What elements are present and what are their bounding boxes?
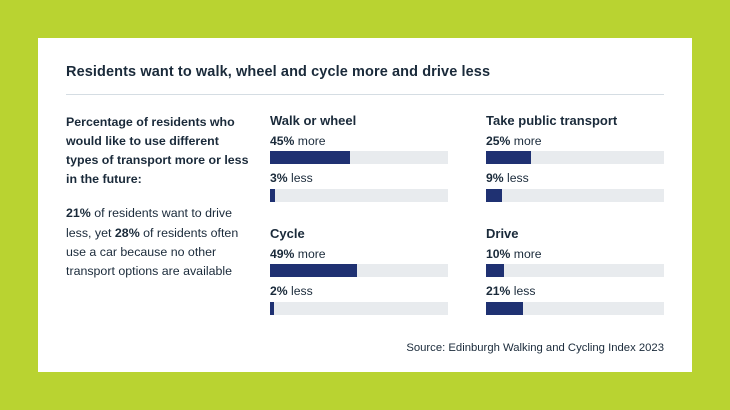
bar-fill	[486, 302, 523, 315]
note-text-part-4: of residents often use a car because no other transport options are available	[66, 225, 239, 279]
bar-fill	[486, 189, 502, 202]
bar-block	[486, 135, 664, 164]
bar-fill	[270, 264, 357, 277]
bar-direction: less	[510, 284, 536, 299]
source-note: Source: Edinburgh Walking and Cycling Index 2023	[406, 342, 664, 354]
note-text-part-2: of residents want to drive less, yet	[66, 206, 232, 240]
bar-block	[486, 285, 664, 314]
bar-value: 2%	[270, 284, 288, 299]
chart-group-take-public-transport	[486, 113, 664, 210]
bar-block	[486, 172, 664, 201]
explainer-column	[66, 113, 270, 281]
group-title: Walk or wheel	[270, 113, 357, 128]
bar-block	[270, 285, 448, 314]
group-title: Take public transport	[486, 113, 618, 128]
bar-label	[486, 285, 664, 298]
note-stat-car-use: 28%	[114, 225, 140, 240]
bar-label	[270, 285, 448, 298]
bar-label	[486, 135, 664, 148]
bar-block	[486, 248, 664, 277]
bar-value: 25%	[486, 134, 511, 148]
group-title: Drive	[486, 225, 519, 241]
bar-label	[270, 172, 448, 185]
note-stat-drive-less: 21%	[66, 206, 91, 221]
bar-direction: more	[294, 134, 326, 148]
bar-track	[486, 302, 664, 315]
bar-label	[486, 248, 664, 261]
title-divider	[66, 94, 664, 95]
bar-direction: more	[510, 246, 542, 261]
bar-label	[270, 248, 448, 261]
bar-block	[270, 248, 448, 277]
card-content	[66, 113, 664, 323]
chart-group-walk-or-wheel	[270, 113, 448, 210]
bar-direction: less	[287, 284, 313, 299]
bar-direction: more	[510, 134, 542, 148]
bar-value: 9%	[486, 171, 504, 186]
bar-track	[270, 264, 448, 277]
bar-track	[486, 264, 664, 277]
page-title: Residents want to walk, wheel and cycle more and drive less	[66, 64, 491, 80]
bar-direction: more	[294, 246, 326, 261]
bar-value: 10%	[486, 246, 511, 261]
bar-fill	[486, 264, 504, 277]
chart-group-cycle	[270, 226, 448, 323]
bar-fill	[270, 189, 275, 202]
bar-block	[270, 172, 448, 201]
bar-value: 3%	[270, 171, 288, 186]
bar-direction: less	[503, 171, 529, 186]
bar-block	[270, 135, 448, 164]
bar-direction: less	[287, 171, 313, 186]
bar-fill	[486, 151, 531, 164]
bar-value: 21%	[486, 284, 511, 299]
bar-value: 45%	[270, 134, 295, 148]
lead-text: Percentage of residents who would like to use different types of transport more or less in the future:	[66, 115, 249, 186]
bar-track	[270, 151, 448, 164]
bar-value: 49%	[270, 246, 295, 261]
note-text	[66, 204, 254, 281]
chart-group-drive	[486, 226, 664, 323]
bar-fill	[270, 302, 274, 315]
bar-label	[270, 135, 448, 148]
bar-track	[486, 189, 664, 202]
bar-track	[270, 189, 448, 202]
bar-track	[270, 302, 448, 315]
bar-fill	[270, 151, 350, 164]
group-title: Cycle	[270, 225, 305, 241]
chart-grid	[270, 113, 664, 323]
infographic-card	[38, 38, 692, 372]
bar-track	[486, 151, 664, 164]
bar-label	[486, 172, 664, 185]
